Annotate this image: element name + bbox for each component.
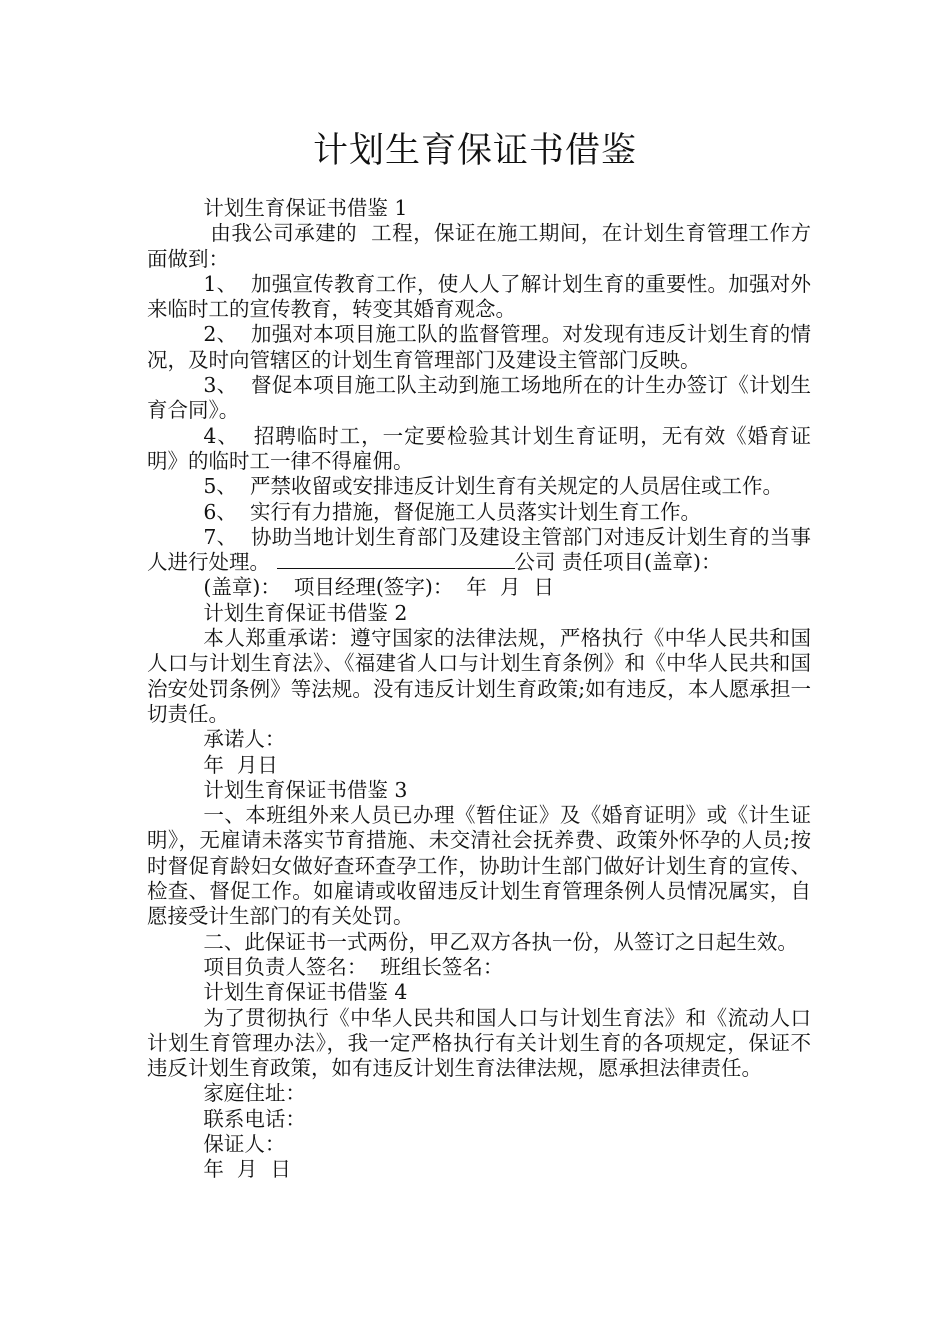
section-4-phone: 联系电话：: [203, 1106, 306, 1131]
section-4-heading: 计划生育保证书借鉴 4: [203, 980, 408, 1005]
section-1-item-1: 1、 加强宣传教育工作，使人人了解计划生育的重要性。加强对外来临时工的宣传教育，转变其婚育观念。: [147, 271, 811, 322]
section-4-date: 年 月 日: [203, 1157, 291, 1182]
item-7-text: 7、 协助当地计划生育部门及建设主管部门对违反计划生育的当事人进行处理。: [147, 524, 811, 575]
section-3-heading: 计划生育保证书借鉴 3: [203, 777, 408, 802]
section-1-item-7: [147, 525, 811, 576]
section-2-date: 年 月日: [203, 752, 278, 777]
section-4-body: 为了贯彻执行《中华人民共和国人口与计划生育法》和《流动人口计划生育管理办法》，我一定严格执行有关计划生育的各项规定，保证不违反计划生育政策，如有违反计划生育法律法规，愿承担法律责任。: [147, 1005, 811, 1081]
section-1-item-4: 4、 招聘临时工，一定要检验其计划生育证明，无有效《婚育证明》的临时工一律不得雇佣。: [147, 423, 811, 473]
section-3-signs: 项目负责人签名： 班组长签名：: [203, 954, 504, 979]
document-title: 计划生育保证书借鉴: [312, 131, 637, 171]
section-1-item-6: 6、 实行有力措施，督促施工人员落实计划生育工作。: [203, 499, 701, 524]
section-1-item-3: 3、 督促本项目施工队主动到施工场地所在的计生办签订《计划生育合同》。: [147, 373, 811, 423]
section-2-promisor: 承诺人：: [203, 727, 286, 752]
section-1-item-5: 5、 严禁收留或安排违反计划生育有关规定的人员居住或工作。: [203, 474, 783, 499]
blank-underline: [277, 550, 515, 569]
section-4-address: 家庭住址：: [203, 1081, 306, 1106]
section-1-item-2: 2、 加强对本项目施工队的监督管理。对发现有违反计划生育的情况，及时向管辖区的计划生育管理部门及建设主管部门反映。: [147, 322, 811, 372]
section-2-body: 本人郑重承诺：遵守国家的法律法规，严格执行《中华人民共和国人口与计划生育法》、《福建省人口与计划生育条例》和《中华人民共和国治安处罚条例》等法规。没有违反计划生育政策;如有违反，本人愿承担一切责任。: [147, 626, 811, 726]
section-1-sign-line: (盖章)： 项目经理(签字)： 年 月 日: [203, 575, 554, 600]
document-body: [147, 196, 811, 1183]
section-1-heading: 计划生育保证书借鉴 1: [203, 196, 408, 220]
section-1-intro: 由我公司承建的 工程，保证在施工期间，在计划生育管理工作方面做到：: [147, 221, 811, 271]
section-3-para-1: 一、本班组外来人员已办理《暂住证》及《婚育证明》或《计生证明》，无雇请未落实节育措施、未交清社会抚养费、政策外怀孕的人员;按时督促育龄妇女做好查环查孕工作，协助计生部门做好计划生育的宣传、检查、督促工作。如雇请或收留违反计划生育管理条例人员情况属实，自愿接受计生部门的有关处罚。: [147, 803, 811, 929]
item-7-tail: 公司 责任项目(盖章)：: [514, 550, 722, 575]
section-2-heading: 计划生育保证书借鉴 2: [203, 600, 408, 625]
section-4-guarantor: 保证人：: [203, 1131, 286, 1156]
section-3-para-2: 二、此保证书一式两份，甲乙双方各执一份，从签订之日起生效。: [203, 929, 798, 954]
